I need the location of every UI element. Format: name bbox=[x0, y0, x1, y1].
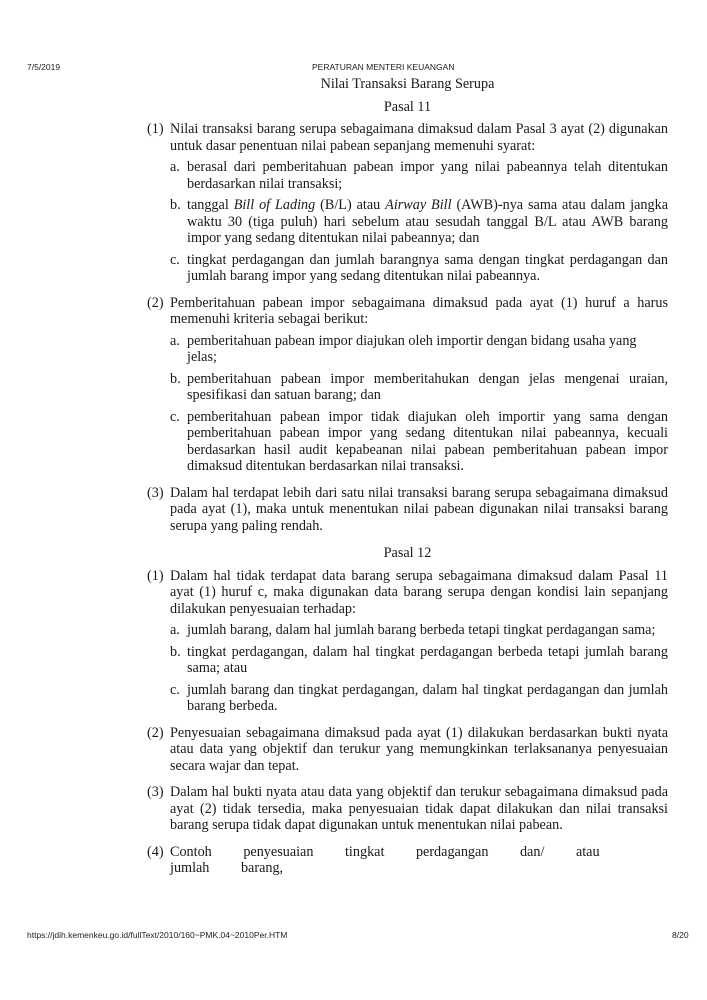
item-letter: c. bbox=[170, 251, 180, 268]
ayat-text: Penyesuaian sebagaimana dimaksud pada ayat (1) dilakukan berdasarkan bukti nyata atau data yang objektif dan terukur yang memungkinkan terlaksananya penyesuaian secara wajar dan tepat. bbox=[170, 724, 668, 774]
item-text-mid: (B/L) atau bbox=[315, 197, 386, 213]
item-text bbox=[187, 197, 668, 247]
list-item bbox=[170, 197, 668, 247]
pasal-12-ayat-3 bbox=[147, 784, 668, 839]
item-text: berasal dari pemberitahuan pabean impor yang nilai pabeannya telah ditentukan berdasarkan nilai transaksi; bbox=[187, 159, 668, 192]
ayat-text: Dalam hal tidak terdapat data barang serupa sebagaimana dimaksud dalam Pasal 11 ayat (1) huruf c, maka digunakan data barang serupa dengan kondisi lain sepanjang dilakukan penyesuaian terhadap: bbox=[170, 567, 668, 617]
section-title: Nilai Transaksi Barang Serupa bbox=[320, 76, 495, 92]
ayat-number: (1) bbox=[147, 121, 164, 137]
ayat-text: Dalam hal terdapat lebih dari satu nilai transaksi barang serupa sebagaimana dimaksud pada ayat (1), maka untuk menentukan nilai pabean digunakan nilai transaksi barang serupa yang paling rendah. bbox=[170, 484, 668, 534]
print-header-title: PERATURAN MENTERI KEUANGAN bbox=[312, 62, 455, 72]
item-letter: a. bbox=[170, 332, 180, 349]
ayat-text: Dalam hal bukti nyata atau data yang objektif dan terukur sebagaimana dimaksud pada ayat (2) tidak tersedia, maka penyesuaian tidak dapat dilakukan dan nilai transaksi barang serupa tidak dapat digunakan untuk menentukan nilai pabean. bbox=[170, 784, 668, 833]
list-item bbox=[170, 644, 668, 677]
source-url: https://jdih.kemenkeu.go.id/fullText/2010/160~PMK.04~2010Per.HTM bbox=[27, 930, 288, 940]
list-item bbox=[170, 622, 668, 639]
list-item bbox=[170, 409, 668, 475]
item-text: pemberitahuan pabean impor tidak diajukan oleh importir yang sama dengan pemberitahuan pabean impor yang sedang ditentukan nilai pabeannya, kecuali berdasarkan hasil audit kepabeanan nilai pabean pemberitahuan pabean impor dimaksud ditentukan berdasarkan nilai transaksi. bbox=[187, 408, 668, 474]
ayat-number: (1) bbox=[147, 567, 164, 584]
ayat-text: Contoh penyesuaian tingkat perdagangan dan/ atau jumlah barang, bbox=[170, 843, 600, 876]
print-date: 7/5/2019 bbox=[27, 62, 61, 72]
item-letter: b. bbox=[170, 370, 181, 387]
document-body bbox=[147, 76, 668, 887]
ayat-number: (3) bbox=[147, 784, 164, 800]
pasal-12-ayat-4 bbox=[147, 844, 668, 882]
item-letter: c. bbox=[170, 408, 180, 425]
ayat-number: (3) bbox=[147, 484, 164, 501]
item-text-pre: tanggal bbox=[187, 197, 234, 213]
pasal-11-title: Pasal 11 bbox=[383, 98, 432, 115]
ayat-number: (4) bbox=[147, 843, 164, 860]
term-bill-of-lading: Bill of Lading bbox=[233, 197, 316, 213]
pasal-11-ayat-3 bbox=[147, 485, 668, 540]
pasal-11-ayat-1 bbox=[147, 121, 668, 290]
pasal-12-ayat-2 bbox=[147, 725, 668, 780]
ayat-text: Nilai transaksi barang serupa sebagaimana dimaksud dalam Pasal 3 ayat (2) digunakan untuk dasar penentuan nilai pabean sepanjang memenuhi syarat: bbox=[170, 121, 668, 154]
item-text: jumlah barang dan tingkat perdagangan, dalam hal tingkat perdagangan dan jumlah barang berbeda. bbox=[187, 681, 668, 714]
list-item bbox=[170, 252, 668, 285]
item-text: pemberitahuan pabean impor memberitahukan dengan jelas mengenai uraian, spesifikasi dan satuan barang; dan bbox=[187, 370, 668, 403]
item-text: tingkat perdagangan, dalam hal tingkat perdagangan berbeda tetapi jumlah barang sama; atau bbox=[187, 643, 668, 676]
term-airway-bill: Airway Bill bbox=[385, 197, 452, 213]
ayat-number: (2) bbox=[147, 294, 164, 311]
item-letter: b. bbox=[170, 197, 181, 213]
page-number: 8/20 bbox=[672, 930, 689, 940]
pasal-11-ayat-2 bbox=[147, 295, 668, 480]
item-text: tingkat perdagangan dan jumlah barangnya sama dengan tingkat perdagangan dan jumlah barang impor yang sedang ditentukan nilai pabeannya. bbox=[187, 251, 668, 284]
item-letter: c. bbox=[170, 681, 180, 698]
list-item bbox=[170, 682, 668, 715]
item-letter: b. bbox=[170, 643, 181, 660]
list-item bbox=[170, 159, 668, 192]
item-text-post: (AWB)-nya sama atau dalam jangka waktu 30 (tiga puluh) hari sebelum atau sesudah tanggal B/L atau AWB barang impor yang sedang ditentukan nilai pabeannya; dan bbox=[187, 197, 669, 246]
item-letter: a. bbox=[170, 622, 180, 638]
pasal-12-title: Pasal 12 bbox=[383, 545, 432, 561]
pasal-12-ayat-1 bbox=[147, 568, 668, 720]
ayat-number: (2) bbox=[147, 724, 164, 741]
ayat-text: Pemberitahuan pabean impor sebagaimana dimaksud pada ayat (1) huruf a harus memenuhi kriteria sebagai berikut: bbox=[170, 294, 668, 327]
item-text: jumlah barang, dalam hal jumlah barang berbeda tetapi tingkat perdagangan sama; bbox=[187, 622, 656, 638]
item-letter: a. bbox=[170, 159, 180, 175]
item-text: pemberitahuan pabean impor diajukan oleh importir dengan bidang usaha yang jelas; bbox=[187, 332, 637, 365]
list-item bbox=[170, 333, 668, 366]
list-item bbox=[170, 371, 668, 404]
